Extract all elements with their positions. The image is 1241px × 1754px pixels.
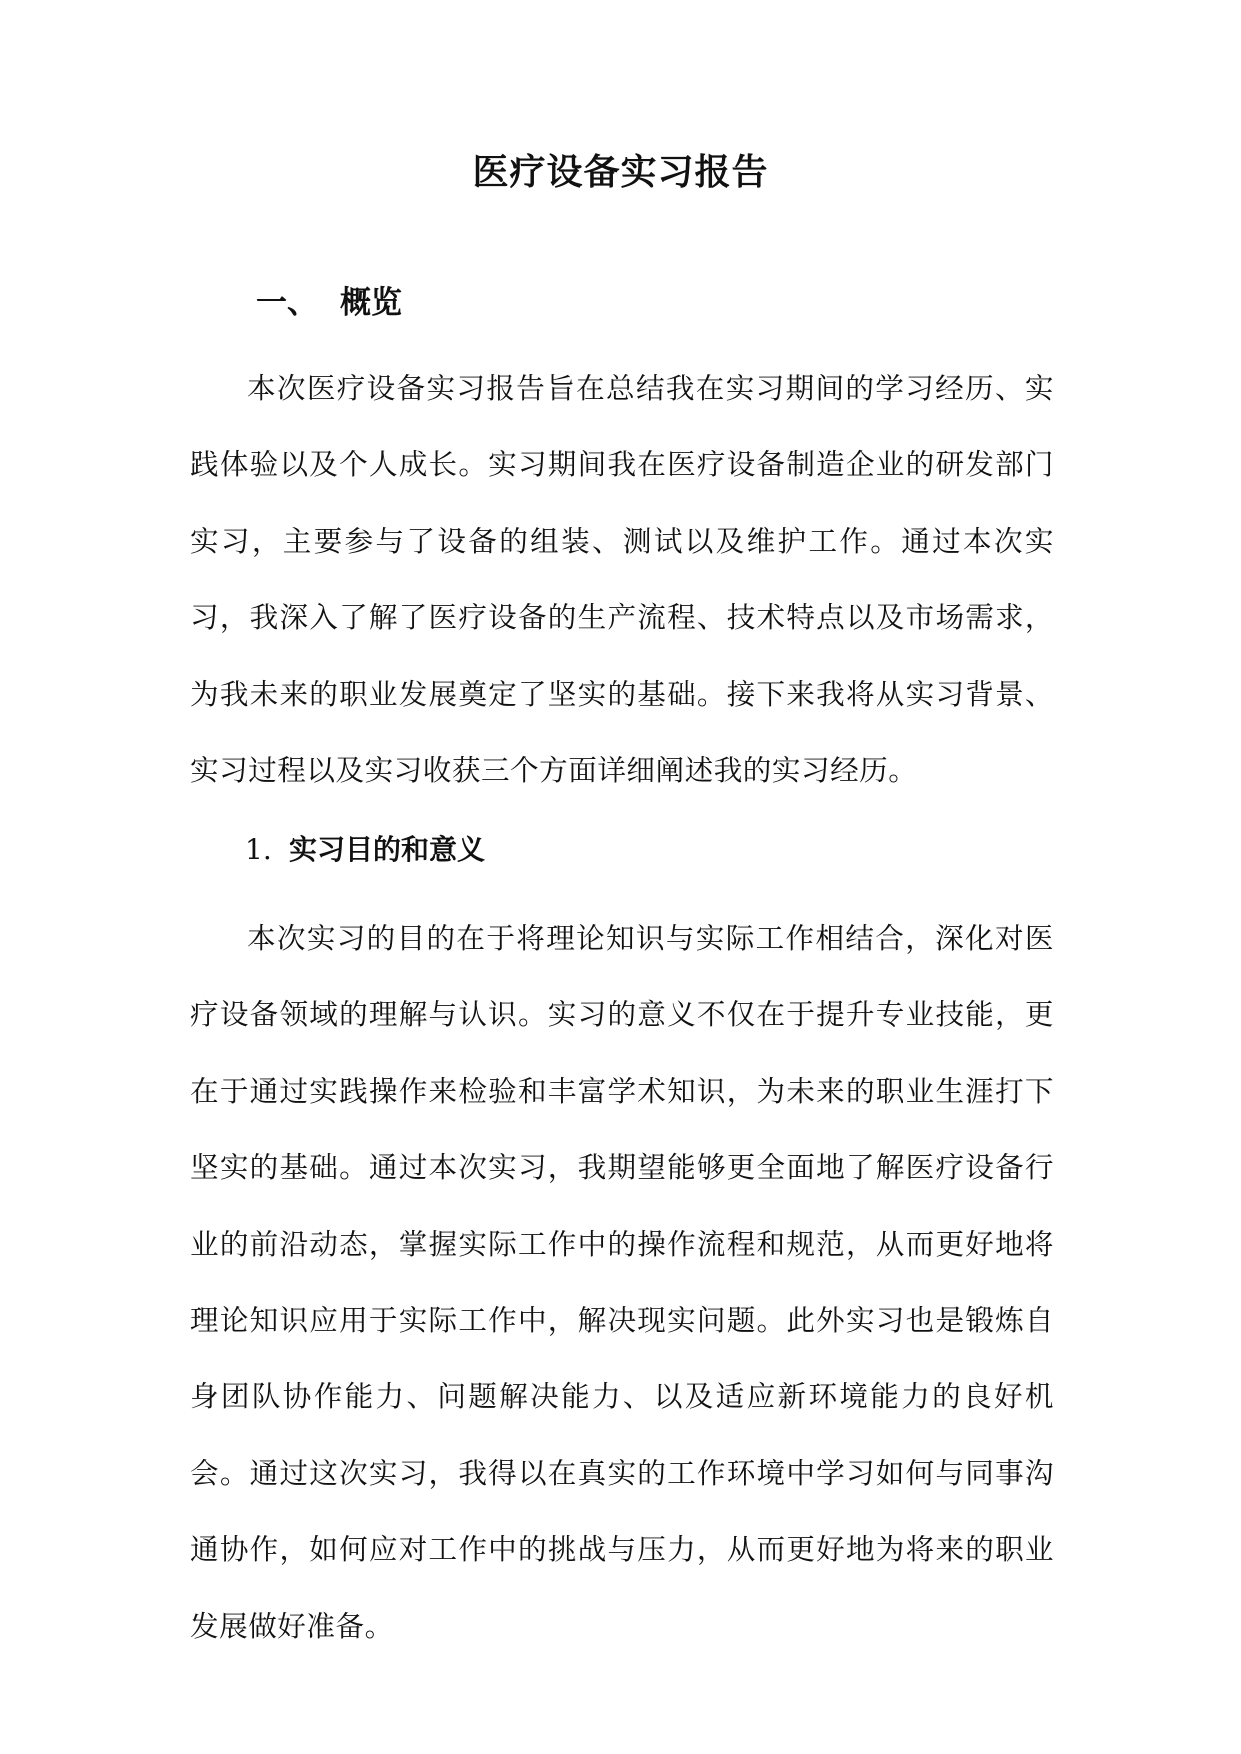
section-number: 一、: [256, 285, 318, 321]
subsection-heading-purpose: [245, 830, 485, 870]
overview-paragraph: 本次医疗设备实习报告旨在总结我在实习期间的学习经历、实践体验以及个人成长。实习期间我在医疗设备制造企业的研发部门实习，主要参与了设备的组装、测试以及维护工作。通过本次实习，我深入了解了医疗设备的生产流程、技术特点以及市场需求，为我未来的职业发展奠定了坚实的基础。接下来我将从实习背景、实习过程以及实习收获三个方面详细阐述我的实习经历。: [190, 371, 1054, 788]
subsection-number: 1.: [245, 833, 272, 866]
section-title: 概览: [340, 285, 402, 321]
subsection-title: 实习目的和意义: [289, 833, 486, 866]
purpose-paragraph: 本次实习的目的在于将理论知识与实际工作相结合，深化对医疗设备领域的理解与认识。实习的意义不仅在于提升专业技能，更在于通过实践操作来检验和丰富学术知识，为未来的职业生涯打下坚实的基础。通过本次实习，我期望能够更全面地了解医疗设备行业的前沿动态，掌握实际工作中的操作流程和规范，从而更好地将理论知识应用于实际工作中，解决现实问题。此外实习也是锻炼自身团队协作能力、问题解决能力、以及适应新环境能力的良好机会。通过这次实习，我得以在真实的工作环境中学习如何与同事沟通协作，如何应对工作中的挑战与压力，从而更好地为将来的职业发展做好准备。: [190, 921, 1054, 1643]
section-heading-overview: [256, 281, 402, 325]
document-title: 医疗设备实习报告: [472, 151, 769, 193]
